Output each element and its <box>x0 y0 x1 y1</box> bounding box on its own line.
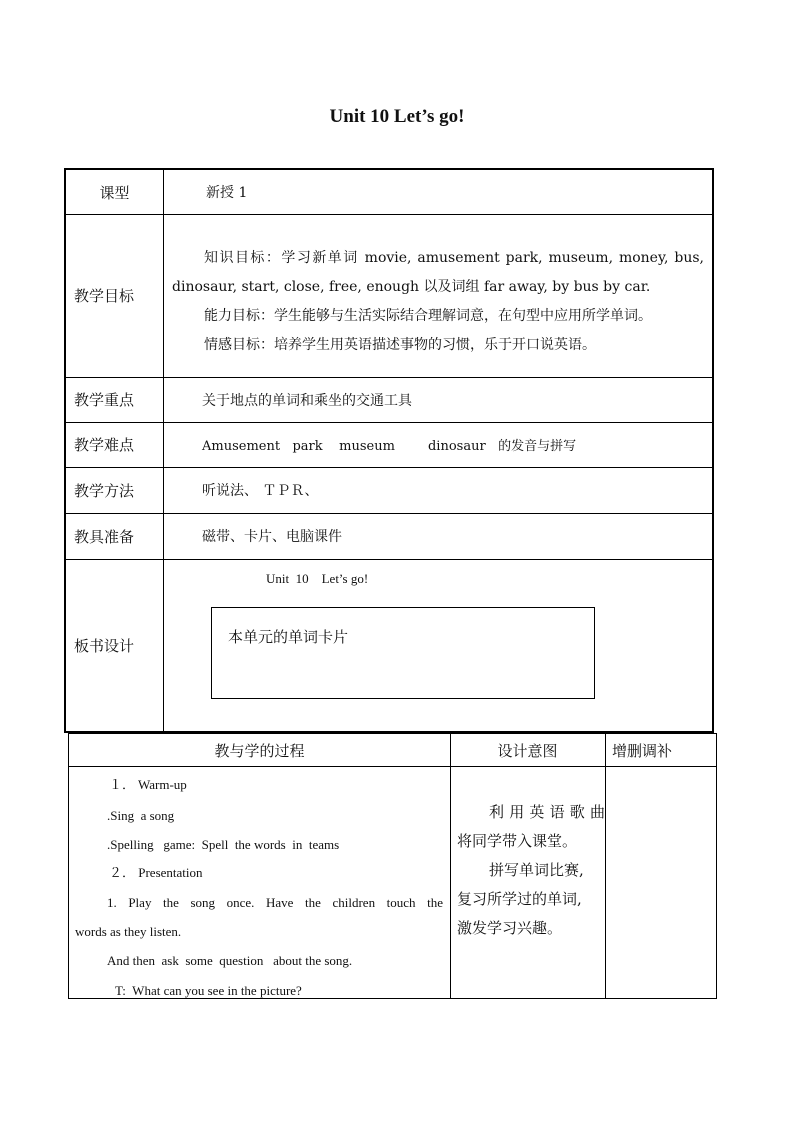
lesson-plan-table <box>64 168 714 733</box>
row-teaching-tools <box>66 513 712 560</box>
column-divider <box>605 734 606 998</box>
teaching-tools-label: 教具准备 <box>66 513 164 559</box>
process-column-header: 教与学的过程 <box>214 741 305 760</box>
intent-line: 利用英语歌曲 <box>489 803 605 821</box>
process-line: .Sing a song <box>107 808 175 823</box>
teaching-goals-label: 教学目标 <box>66 214 164 377</box>
page-title: Unit 10 Let’s go! <box>329 106 465 127</box>
process-line: T: What can you see in the picture? <box>115 983 302 998</box>
ability-goal: 能力目标：学生能够与生活实际结合理解词意，在句型中应用所学单词。 <box>204 308 652 324</box>
emotion-goal: 情感目标：培养学生用英语描述事物的习惯，乐于开口说英语。 <box>204 337 596 353</box>
board-design-title: Unit 10 Let’s go! <box>266 571 369 586</box>
intent-line: 将同学带入课堂。 <box>457 832 578 850</box>
intent-line: 复习所学过的单词, <box>457 890 582 908</box>
row-lesson-type <box>66 170 712 215</box>
lesson-type-label: 课型 <box>66 170 164 214</box>
adjustment-column-header: 增删调补 <box>611 741 672 760</box>
board-design-label: 板书设计 <box>66 559 164 731</box>
intent-line: 拼写单词比赛, <box>489 861 584 879</box>
teaching-tools-value: 磁带、卡片、电脑课件 <box>202 529 342 545</box>
teaching-process-table <box>68 733 717 999</box>
row-board-design <box>66 559 712 731</box>
board-word-cards-box: 本单元的单词卡片 <box>211 607 595 699</box>
process-line: １． Warm-up <box>109 777 187 792</box>
design-intent-content <box>457 798 605 943</box>
row-key-points <box>66 377 712 423</box>
process-line: 1. Play the song once. Have the children touch the <box>107 895 443 910</box>
row-method <box>66 467 712 514</box>
process-line: And then ask some question about the song. <box>107 953 353 968</box>
teaching-goals-text <box>172 244 704 360</box>
key-points-value: 关于地点的单词和乘坐的交通工具 <box>202 392 412 409</box>
difficulty-value: Amusement park museum dinosaur 的发音与拼写 <box>202 439 577 454</box>
column-divider <box>450 734 451 998</box>
key-points-label: 教学重点 <box>66 377 164 422</box>
knowledge-goal-line2: dinosaur, start, close, free, enough 以及词组 far away, by bus by car. <box>172 279 651 295</box>
process-line: .Spelling game: Spell the words in teams <box>107 837 340 852</box>
intent-line: 激发学习兴趣。 <box>457 919 563 937</box>
design-intent-column-header: 设计意图 <box>497 741 558 760</box>
row-teaching-goals <box>66 214 712 378</box>
process-line: words as they listen. <box>75 924 182 939</box>
row-difficulty <box>66 422 712 468</box>
process-line: ２． Presentation <box>109 865 203 880</box>
method-label: 教学方法 <box>66 467 164 513</box>
method-value: 听说法、 ＴＰＲ、 <box>202 483 319 499</box>
difficulty-label: 教学难点 <box>66 422 164 467</box>
knowledge-goal-line1: 知识目标：学习新单词 movie, amusement park, museum, money, bus, <box>204 250 704 266</box>
lesson-type-value: 新授 1 <box>206 185 248 201</box>
